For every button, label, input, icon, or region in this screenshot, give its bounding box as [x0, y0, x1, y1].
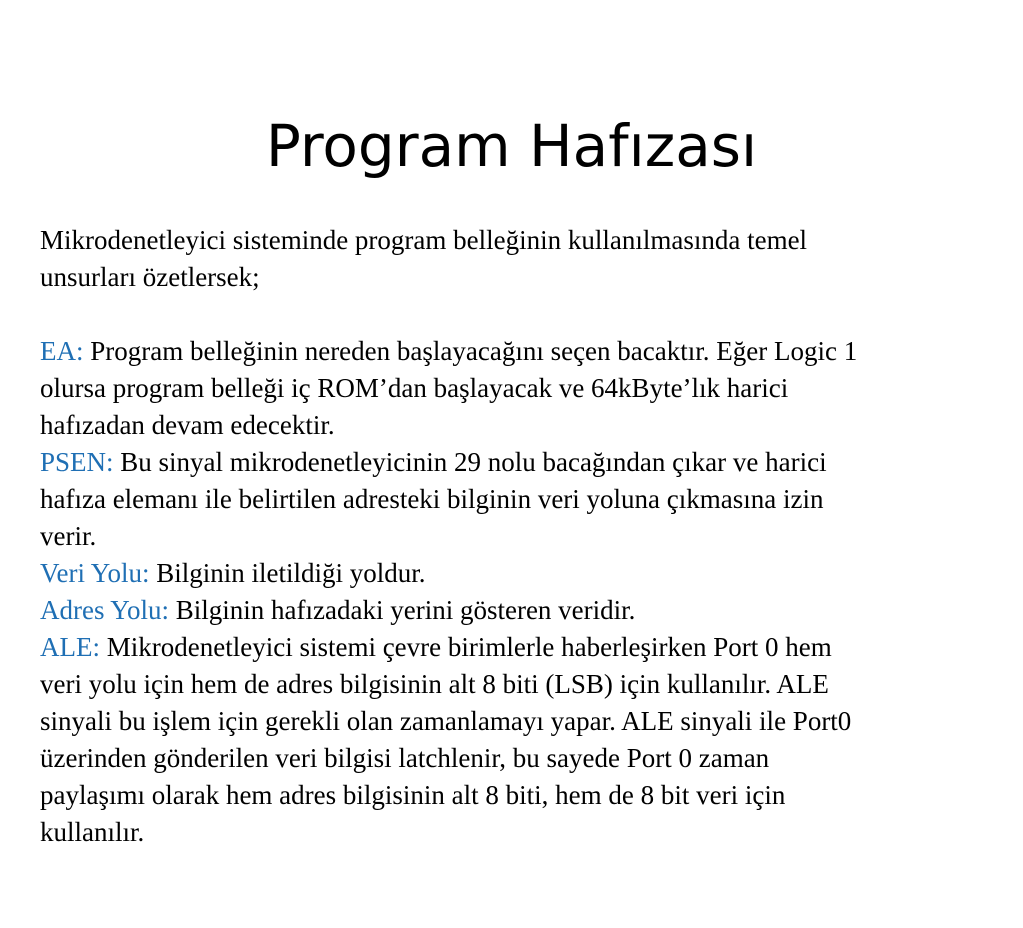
term-psen: PSEN:	[40, 447, 114, 477]
definition-line: Mikrodenetleyici sistemi çevre birimlerle haberleşirken Port 0 hem	[100, 632, 832, 662]
intro-line: unsurları özetlersek;	[40, 262, 260, 292]
definition-line: paylaşımı olarak hem adres bilgisinin alt 8 biti, hem de 8 bit veri için	[40, 780, 786, 810]
definition-line: hafızadan devam edecektir.	[40, 410, 335, 440]
definition-line: Bu sinyal mikrodenetleyicinin 29 nolu bacağından çıkar ve harici	[113, 447, 827, 477]
definition-adres-yolu	[40, 592, 990, 629]
definition-line: kullanılır.	[40, 817, 145, 847]
term-veri-yolu: Veri Yolu:	[40, 558, 150, 588]
definition-line: olursa program belleği iç ROM’dan başlayacak ve 64kByte’lık harici	[40, 373, 789, 403]
definition-line: Bilginin iletildiği yoldur.	[149, 558, 426, 588]
intro-paragraph	[40, 222, 990, 296]
definition-ale	[40, 629, 990, 851]
definition-line: sinyali bu işlem için gerekli olan zamanlamayı yapar. ALE sinyali ile Port0	[40, 706, 852, 736]
paragraph-spacer	[40, 296, 990, 333]
definition-line: veri yolu için hem de adres bilgisinin alt 8 biti (LSB) için kullanılır. ALE	[40, 669, 829, 699]
term-ea: EA:	[40, 336, 84, 366]
term-adres-yolu: Adres Yolu:	[40, 595, 170, 625]
intro-line: Mikrodenetleyici sisteminde program belleğinin kullanılmasında temel	[40, 225, 808, 255]
slide-title: Program Hafızası	[265, 112, 758, 180]
definition-line: verir.	[40, 521, 97, 551]
definition-line: hafıza elemanı ile belirtilen adresteki bilginin veri yoluna çıkmasına izin	[40, 484, 824, 514]
definition-veri-yolu	[40, 555, 990, 592]
definition-ea	[40, 333, 990, 444]
slide-body	[40, 222, 990, 851]
definition-line: Program belleğinin nereden başlayacağını seçen bacaktır. Eğer Logic 1	[83, 336, 858, 366]
definition-line: üzerinden gönderilen veri bilgisi latchlenir, bu sayede Port 0 zaman	[40, 743, 770, 773]
definition-line: Bilginin hafızadaki yerini gösteren veridir.	[169, 595, 636, 625]
term-ale: ALE:	[40, 632, 100, 662]
definition-psen	[40, 444, 990, 555]
